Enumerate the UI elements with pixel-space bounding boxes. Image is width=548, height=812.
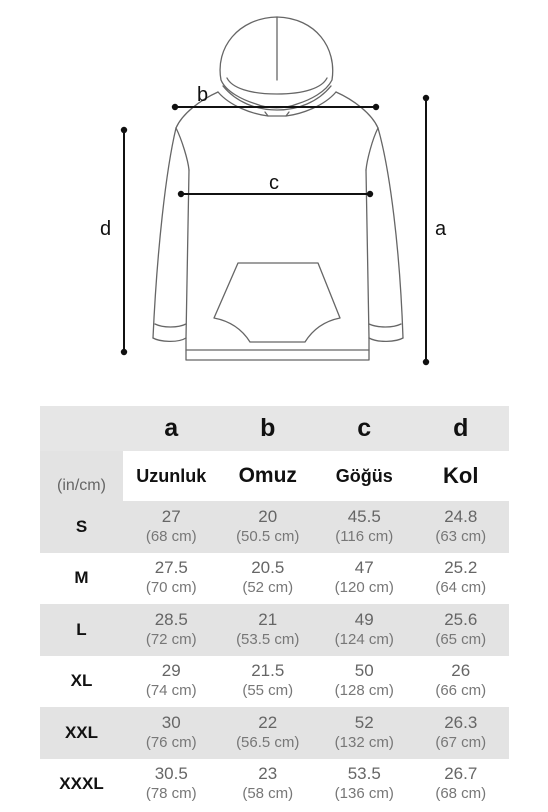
column-name-text: Kol [443,463,479,488]
value-cm: (53.5 cm) [236,630,300,648]
value-inches: 21 [258,609,278,629]
value-cm: (50.5 cm) [236,527,300,545]
value-cm: (65 cm) [435,630,487,648]
unit-label-cell [40,451,123,501]
value-cm: (76 cm) [145,733,197,751]
table-row [40,501,509,553]
value-cell [413,604,510,656]
value-cm: (55 cm) [242,682,294,700]
value-inches: 26 [451,661,471,681]
dimension-label-c: c [269,172,279,194]
value-cell [413,501,510,553]
column-letter-text: b [260,414,276,442]
hoodie-diagram [0,0,548,392]
table-row [40,553,509,605]
value-cm: (120 cm) [334,579,394,597]
header-letter-row [40,406,509,451]
value-cm: (66 cm) [435,682,487,700]
size-cell [40,553,123,605]
value-cm: (72 cm) [145,630,197,648]
size-label: S [75,516,88,536]
value-cell [316,656,413,708]
value-cm: (52 cm) [242,579,294,597]
value-cm: (78 cm) [145,785,197,803]
value-cm: (132 cm) [334,733,394,751]
value-cm: (128 cm) [334,682,394,700]
column-name-shoulder [220,451,317,501]
value-cell [220,604,317,656]
value-cm: (70 cm) [145,579,197,597]
value-inches: 28.5 [154,609,188,629]
size-table [40,406,509,810]
value-inches: 23 [258,764,278,784]
value-inches: 50 [354,661,374,681]
table-row [40,707,509,759]
column-letter-a [123,406,220,451]
value-inches: 20 [258,506,278,526]
table-row [40,604,509,656]
value-inches: 45.5 [347,506,381,526]
value-cell [413,707,510,759]
value-cell [220,501,317,553]
value-inches: 30 [161,712,181,732]
value-inches: 25.6 [444,609,478,629]
value-inches: 53.5 [347,764,381,784]
table-row [40,656,509,708]
column-name-length [123,451,220,501]
value-inches: 27.5 [154,558,188,578]
column-letter-c [316,406,413,451]
column-name-text: Uzunluk [136,465,207,486]
value-cell [123,604,220,656]
value-cell [123,759,220,811]
value-inches: 29 [161,661,181,681]
value-inches: 25.2 [444,558,478,578]
size-cell [40,501,123,553]
value-cell [413,553,510,605]
size-label: XL [70,671,93,691]
size-cell [40,656,123,708]
value-cell [413,759,510,811]
size-label: M [74,568,89,588]
value-cm: (68 cm) [435,785,487,803]
value-cell [123,553,220,605]
value-cell [413,656,510,708]
value-cm: (116 cm) [335,527,394,545]
value-cm: (63 cm) [435,527,487,545]
value-cell [123,656,220,708]
hoodie-outline [0,0,548,392]
column-letter-text: a [164,414,179,442]
value-cm: (56.5 cm) [236,733,300,751]
column-name-sleeve [413,451,510,501]
value-cell [123,501,220,553]
value-cm: (67 cm) [435,733,487,751]
size-cell [40,604,123,656]
size-label: XXL [64,722,99,742]
dimension-label-d: d [100,218,112,240]
value-inches: 26.7 [444,764,478,784]
header-corner [40,406,123,451]
header-name-row [40,451,509,501]
value-cell [316,707,413,759]
value-inches: 24.8 [444,506,478,526]
column-letter-d [413,406,510,451]
column-letter-text: d [453,414,469,442]
value-inches: 52 [354,712,374,732]
value-inches: 22 [258,712,278,732]
value-inches: 49 [354,609,374,629]
column-letter-b [220,406,317,451]
value-cm: (68 cm) [145,527,197,545]
value-cell [316,604,413,656]
table-row [40,759,509,811]
value-cm: (64 cm) [435,579,487,597]
value-cm: (136 cm) [334,785,394,803]
value-inches: 30.5 [154,764,188,784]
value-inches: 27 [161,506,181,526]
value-cell [220,656,317,708]
column-letter-text: c [357,414,372,442]
value-cell [220,759,317,811]
value-inches: 21.5 [251,661,285,681]
value-inches: 20.5 [251,558,285,578]
value-cm: (58 cm) [242,785,294,803]
size-label: L [76,619,87,639]
value-inches: 47 [354,558,374,578]
unit-label: (in/cm) [57,477,106,494]
column-name-chest [316,451,413,501]
value-cell [220,707,317,759]
size-cell [40,707,123,759]
column-name-text: Göğüs [335,465,393,486]
value-cm: (74 cm) [145,682,197,700]
value-cell [316,501,413,553]
value-cell [316,553,413,605]
dimension-label-b: b [197,84,209,106]
size-label: XXXL [59,774,104,794]
size-cell [40,759,123,811]
dimension-label-a: a [435,218,447,240]
value-cell [316,759,413,811]
value-cell [220,553,317,605]
column-name-text: Omuz [238,464,297,487]
value-inches: 26.3 [444,712,478,732]
value-cm: (124 cm) [334,630,394,648]
value-cell [123,707,220,759]
